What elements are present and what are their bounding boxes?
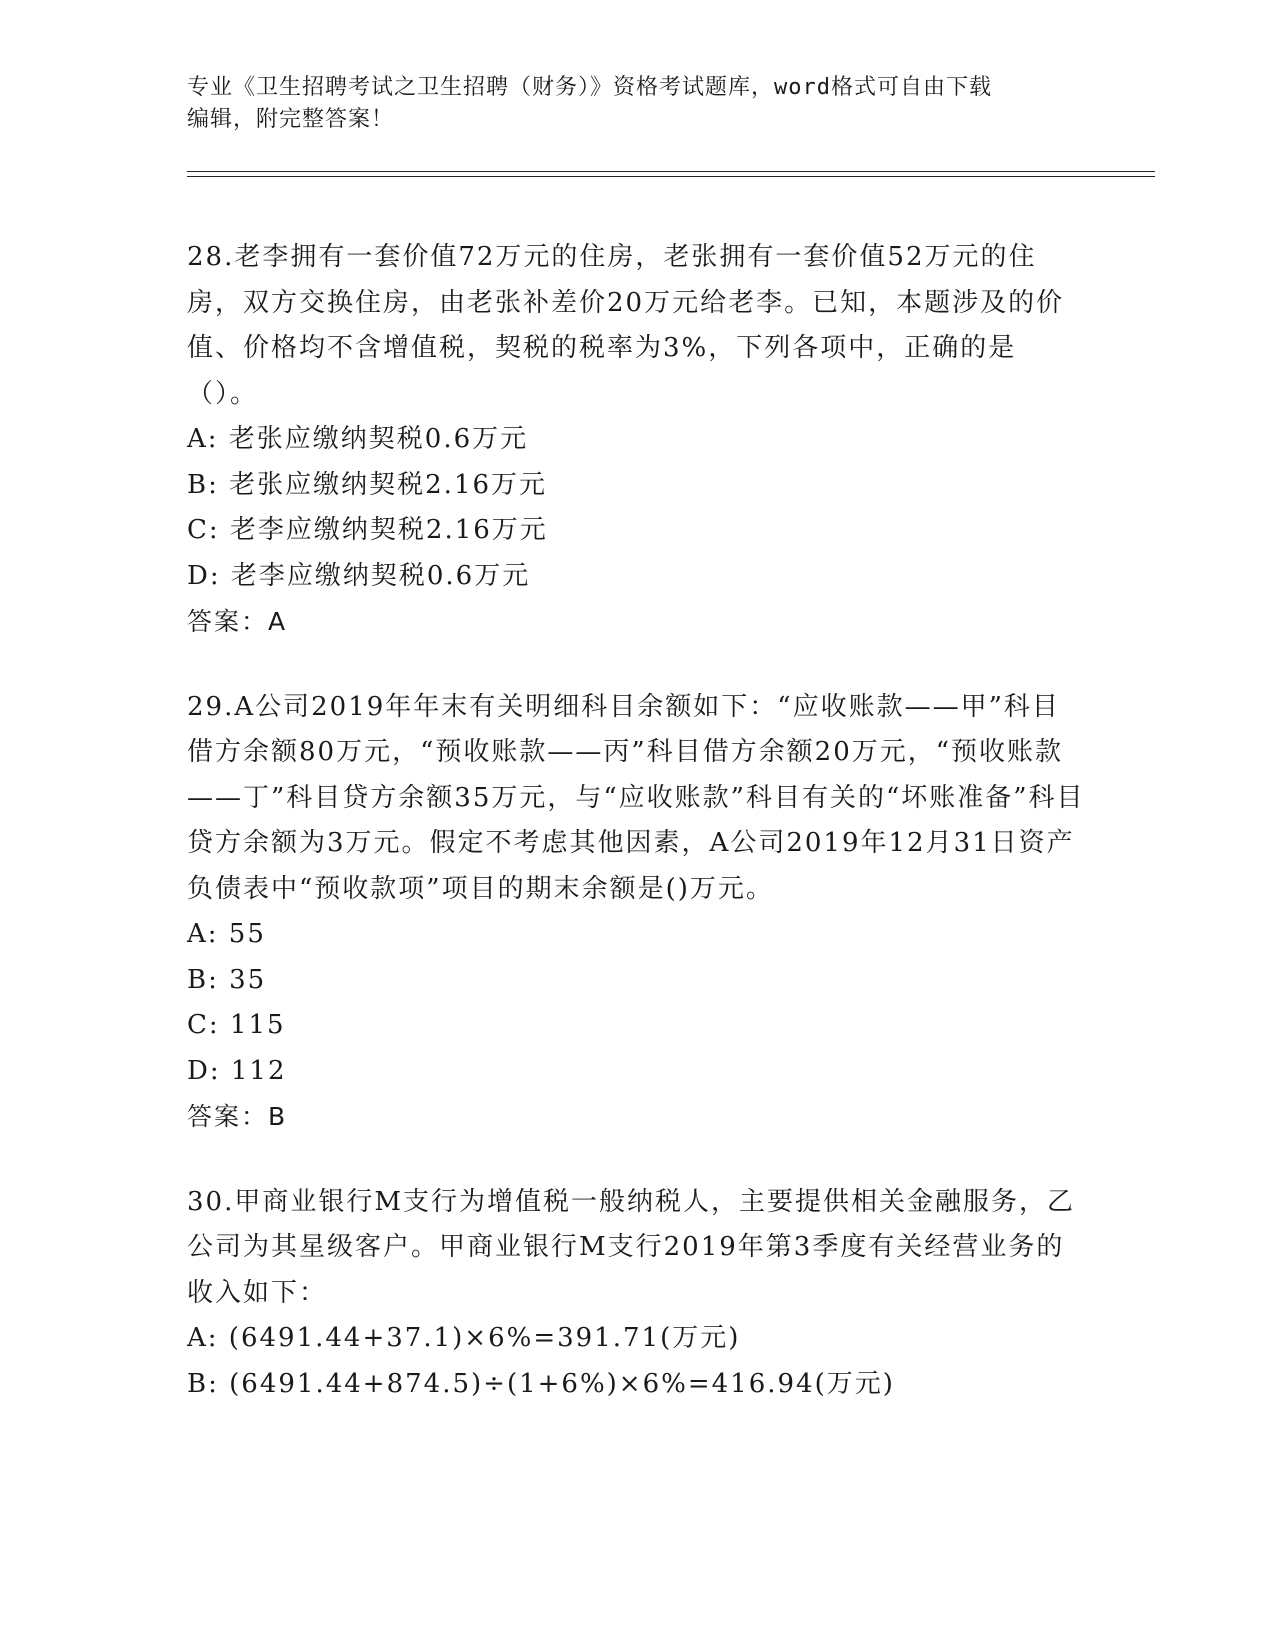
option-c: C: 115 [187,1010,286,1040]
header-divider-bottom [187,176,1155,177]
option-b: B: (6491.44+874.5)÷(1+6%)×6%=416.94(万元) [187,1368,895,1399]
header-line-2: 编辑，附完整答案！ [187,107,395,132]
question-stem: 30.甲商业银行M支行为增值税一般纳税人，主要提供相关金融服务，乙公司为其星级客户。甲商业银行M支行2019年第3季度有关经营业务的收入如下： [187,1186,1075,1308]
question-30 [187,1180,1087,1408]
answer-label: 答案：A [187,607,288,636]
option-d: D: 老李应缴纳契税0.6万元 [187,560,531,591]
option-d: D: 112 [187,1055,287,1086]
option-b: B: 老张应缴纳契税2.16万元 [187,469,548,500]
option-a: A: (6491.44+37.1)×6%=391.71(万元) [187,1323,741,1353]
option-b: B: 35 [187,964,267,995]
header-line-1: 专业《卫生招聘考试之卫生招聘（财务）》资格考试题库，word格式可自由下载 [187,75,992,100]
document-header [187,72,1067,136]
question-stem: 28.老李拥有一套价值72万元的住房，老张拥有一套价值52万元的住房，双方交换住房，由老张补差价20万元给老李。已知，本题涉及的价值、价格均不含增值税，契税的税率为3%，下列各项中，正确的是（）。 [187,242,1065,409]
option-c: C: 老李应缴纳契税2.16万元 [187,515,548,545]
header-divider-top [187,171,1155,172]
question-29 [187,685,1087,1140]
answer-label: 答案：B [187,1102,288,1131]
question-list [187,235,1087,1447]
question-stem: 29.A公司2019年年末有关明细科目余额如下：“应收账款——甲”科目借方余额80万元，“预收账款——丙”科目借方余额20万元，“预收账款——丁”科目贷方余额35万元，与“应收账款”科目有关的“坏账准备”科目贷方余额为3万元。假定不考虑其他因素，A公司2019年12月31日资产负债表中“预收款项”项目的期末余额是()万元。 [187,691,1085,904]
option-a: A: 55 [187,919,266,949]
question-28 [187,235,1087,645]
option-a: A: 老张应缴纳契税0.6万元 [187,424,529,454]
